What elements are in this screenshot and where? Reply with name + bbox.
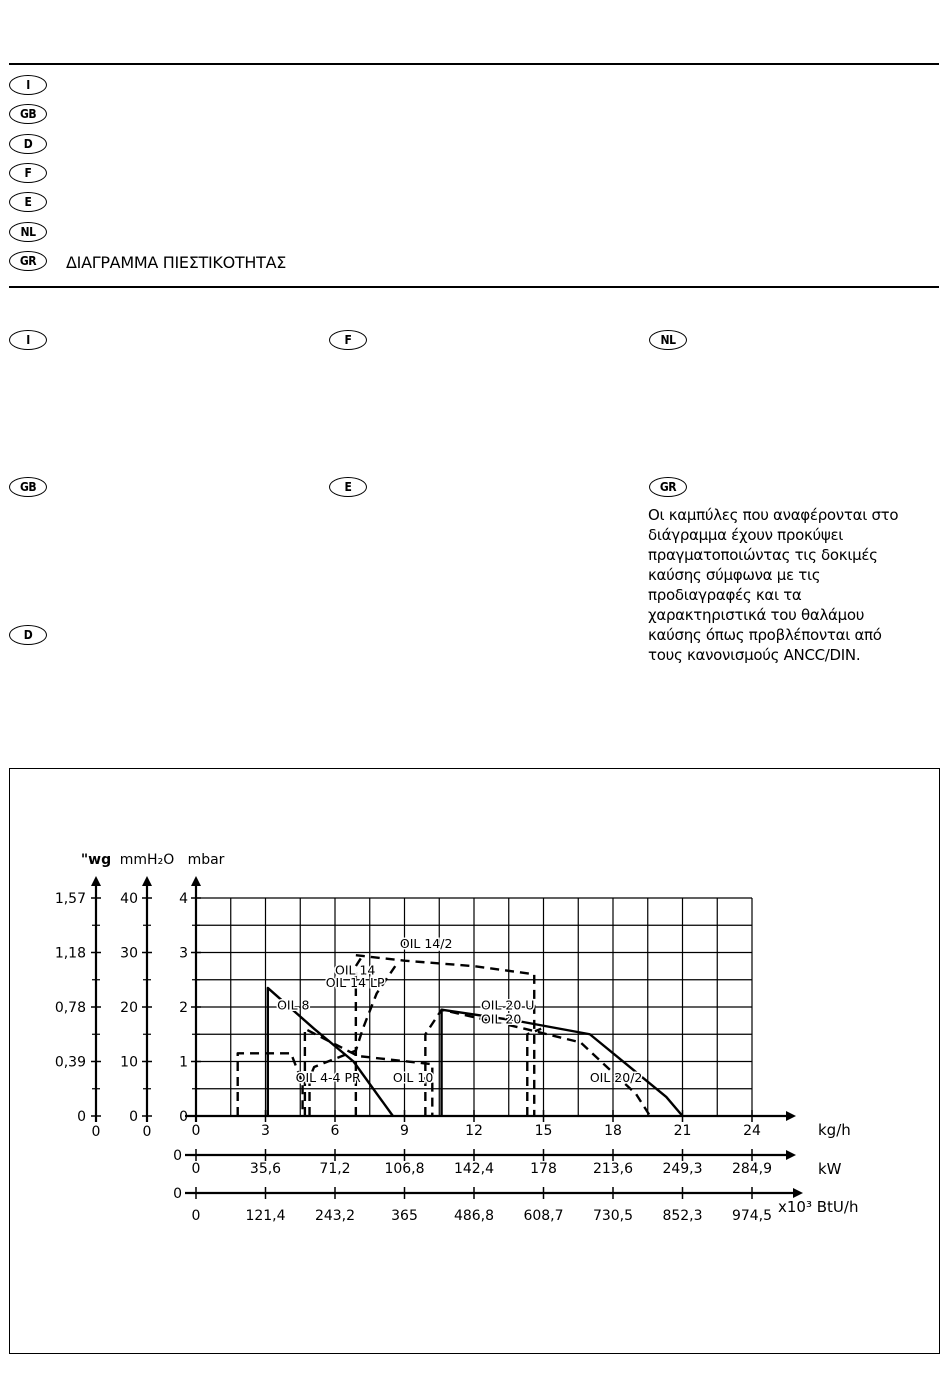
gr-heading: ΔΙΑΓΡΑΜΜΑ ΠΙΕΣΤΙΚΟΤΗΤΑΣ: [66, 253, 287, 272]
gr-line: καύσης όπως προβλέπονται από: [648, 626, 882, 644]
y-tick-label: 0: [179, 1109, 188, 1125]
x-tick-label: 71,2: [319, 1161, 351, 1177]
y-tick-label: 0,39: [54, 1054, 86, 1071]
gr-line: προδιαγραφές και τα: [648, 586, 802, 604]
series-label: OIL 14/2: [399, 936, 453, 952]
series-label: OIL 10: [392, 1070, 434, 1086]
x-tick-label: 106,8: [384, 1161, 425, 1177]
x-tick-label: 121,4: [245, 1208, 286, 1224]
y-tick-label: 30: [120, 945, 138, 962]
x-tick-label: 249,3: [662, 1161, 703, 1177]
y-tick-label: 0: [77, 1109, 86, 1125]
axis-arrow: [91, 876, 101, 886]
gr-line: καύσης σύμφωνα με τις: [648, 566, 821, 584]
gr-line: διάγραμμα έχουν προκύψει: [648, 526, 844, 544]
series-label: OIL 8: [277, 997, 310, 1013]
axis-title-mbar: mbar: [187, 852, 225, 868]
axis-arrow: [786, 1150, 796, 1160]
x-tick-label: 6: [330, 1123, 340, 1139]
series-label: OIL 14 LP: [325, 974, 385, 990]
series-label: OIL 20: [480, 1011, 522, 1027]
series-label: OIL 20 U: [480, 997, 535, 1013]
y-tick-label: 1,57: [54, 891, 86, 907]
gr-line: χαρακτηριστικά του θαλάμου: [648, 606, 865, 624]
axis-arrow: [786, 1111, 796, 1121]
section-badge-gb: GB: [9, 477, 47, 497]
lang-badge-nl: NL: [9, 222, 47, 242]
series-line: [442, 1010, 683, 1116]
axis-title-kW: kW: [818, 1160, 842, 1178]
x-tick-label: 974,5: [731, 1208, 773, 1224]
x-tick-label: 608,7: [523, 1208, 564, 1224]
axis-title-kg_h: kg/h: [818, 1121, 851, 1139]
series-line: [238, 1053, 303, 1116]
x-tick-label: 486,8: [453, 1208, 495, 1224]
x-tick-label: 24: [743, 1123, 761, 1139]
gr-line: Οι καμπύλες που αναφέρονται στο: [648, 506, 899, 524]
y-tick-label: 4: [179, 891, 188, 907]
section-badge-f: F: [329, 330, 367, 350]
zero-label-mmh2o: 0: [142, 1124, 152, 1140]
gr-line: τους κανονισμούς ANCC/DIN.: [648, 646, 861, 664]
lang-badge-i: I: [9, 75, 47, 95]
axis-arrow: [142, 876, 152, 886]
lang-badge-d: D: [9, 134, 47, 154]
series-label: OIL 14: [335, 962, 376, 978]
axis-zero-label: 0: [173, 1186, 182, 1202]
lang-badge-e: E: [9, 192, 47, 212]
section-badge-e: E: [329, 477, 367, 497]
y-tick-label: 0: [129, 1109, 138, 1125]
x-tick-label: 284,9: [731, 1161, 773, 1177]
x-tick-label: 12: [465, 1123, 483, 1139]
x-tick-label: 243,2: [314, 1208, 356, 1224]
axis-title-wg: "wg: [80, 852, 112, 868]
x-tick-label: 365: [391, 1208, 418, 1224]
axis-title-BtU_h: x10³ BtU/h: [778, 1198, 859, 1216]
x-tick-label: 0: [191, 1208, 201, 1224]
gr-line: πραγματοποιώντας τις δοκιμές: [648, 546, 878, 564]
section-badge-gr: GR: [649, 477, 687, 497]
axis-arrow: [191, 876, 201, 886]
y-tick-label: 0,78: [54, 1000, 86, 1016]
series-label: OIL 4-4 PR: [295, 1070, 361, 1086]
x-tick-label: 0: [191, 1161, 201, 1177]
zero-label-wg: 0: [91, 1124, 101, 1140]
y-tick-label: 20: [120, 1000, 138, 1016]
x-tick-label: 9: [400, 1123, 409, 1139]
axis-arrow: [793, 1188, 803, 1198]
lang-badge-f: F: [9, 163, 47, 183]
x-tick-label: 3: [261, 1123, 270, 1139]
x-tick-label: 142,4: [453, 1161, 495, 1177]
y-tick-label: 40: [120, 891, 138, 907]
section-badge-nl: NL: [649, 330, 687, 350]
axis-title-mmh2o: mmH₂O: [119, 852, 175, 868]
y-tick-label: 1: [179, 1054, 188, 1071]
section-badge-i: I: [9, 330, 47, 350]
axis-zero-label: 0: [173, 1148, 182, 1164]
x-tick-label: 0: [191, 1123, 201, 1139]
y-tick-label: 1,18: [54, 945, 86, 962]
series-label: OIL 20/2: [589, 1070, 643, 1086]
x-tick-label: 852,3: [662, 1208, 703, 1224]
y-tick-label: 10: [120, 1054, 138, 1071]
y-tick-label: 3: [179, 945, 188, 962]
y-tick-label: 2: [179, 1000, 188, 1016]
x-tick-label: 18: [604, 1123, 622, 1139]
x-tick-label: 213,6: [592, 1161, 634, 1177]
x-tick-label: 178: [530, 1161, 557, 1177]
lang-badge-gb: GB: [9, 104, 47, 124]
x-tick-label: 21: [673, 1123, 692, 1139]
section-badge-d: D: [9, 625, 47, 645]
x-tick-label: 15: [534, 1123, 553, 1139]
x-tick-label: 730,5: [592, 1208, 634, 1224]
x-tick-label: 35,6: [249, 1161, 282, 1177]
lang-badge-gr: GR: [9, 251, 47, 271]
